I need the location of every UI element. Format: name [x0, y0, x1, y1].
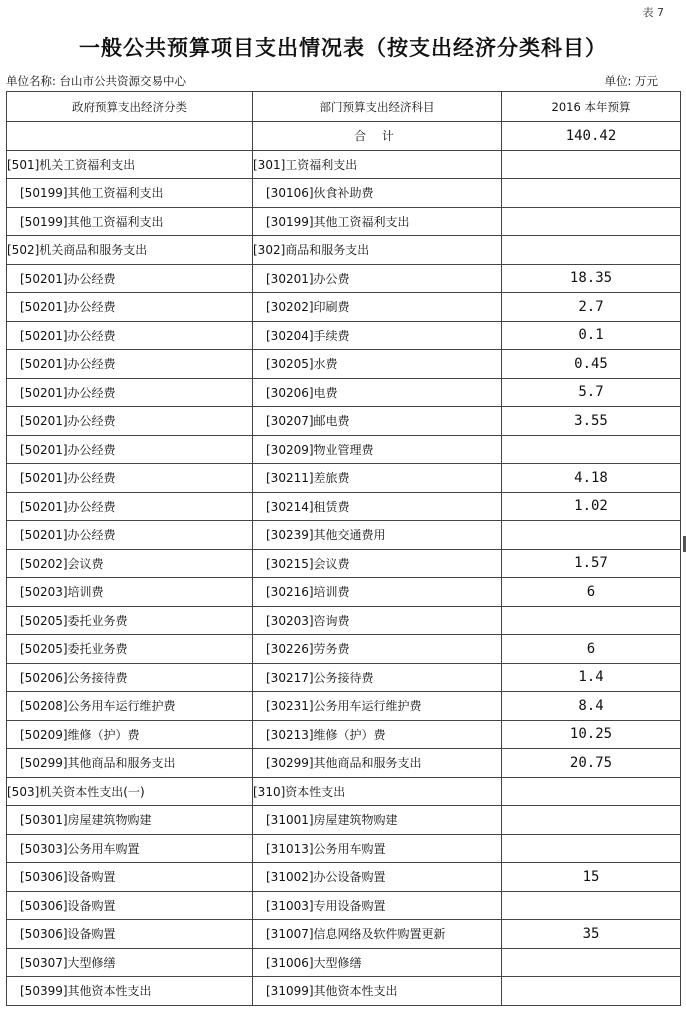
table-row: [7, 891, 681, 920]
dept-category-cell: [31099]其他资本性支出: [253, 977, 502, 1006]
gov-category-cell: [50303]公务用车购置: [7, 834, 253, 863]
budget-value-cell: 4.18: [502, 464, 681, 493]
dept-category-cell: [31006]大型修缮: [253, 948, 502, 977]
budget-value-cell: [502, 977, 681, 1006]
dept-category-cell: [30201]办公费: [253, 264, 502, 293]
dept-category-cell: [30214]租赁费: [253, 492, 502, 521]
table-row: [7, 663, 681, 692]
dept-category-cell: [31001]房屋建筑物购建: [253, 806, 502, 835]
gov-category-cell: [50205]委托业务费: [7, 635, 253, 664]
table-row: [7, 777, 681, 806]
gov-category-cell: [50199]其他工资福利支出: [7, 179, 253, 208]
table-row: [7, 635, 681, 664]
table-row: [7, 464, 681, 493]
dept-category-cell: [30199]其他工资福利支出: [253, 207, 502, 236]
table-row: [7, 435, 681, 464]
dept-category-cell: [30204]手续费: [253, 321, 502, 350]
table-row: [7, 521, 681, 550]
dept-category-cell: [30206]电费: [253, 378, 502, 407]
budget-value-cell: 20.75: [502, 749, 681, 778]
gov-category-cell: [50206]公务接待费: [7, 663, 253, 692]
table-row: [7, 549, 681, 578]
table-row: [7, 606, 681, 635]
table-row: [7, 720, 681, 749]
total-row: [7, 122, 681, 151]
header-budget: 2016 本年预算: [502, 92, 681, 122]
gov-category-cell: [50201]办公经费: [7, 264, 253, 293]
table-row: [7, 179, 681, 208]
budget-value-cell: 6: [502, 578, 681, 607]
gov-category-cell: [50307]大型修缮: [7, 948, 253, 977]
dept-category-cell: [30209]物业管理费: [253, 435, 502, 464]
gov-category-cell: [50199]其他工资福利支出: [7, 207, 253, 236]
unit-name: 单位名称: 台山市公共资源交易中心: [6, 74, 187, 88]
gov-category-cell: [50201]办公经费: [7, 378, 253, 407]
header-row: [7, 92, 681, 122]
dept-category-cell: [30202]印刷费: [253, 293, 502, 322]
gov-category-cell: [50201]办公经费: [7, 521, 253, 550]
table-row: [7, 834, 681, 863]
dept-category-cell: [30211]差旅费: [253, 464, 502, 493]
gov-category-cell: [50208]公务用车运行维护费: [7, 692, 253, 721]
budget-table: [6, 91, 681, 1006]
gov-category-cell: [50301]房屋建筑物购建: [7, 806, 253, 835]
budget-value-cell: [502, 777, 681, 806]
budget-value-cell: 0.1: [502, 321, 681, 350]
budget-value-cell: 18.35: [502, 264, 681, 293]
dept-category-cell: [31013]公务用车购置: [253, 834, 502, 863]
gov-category-cell: [50205]委托业务费: [7, 606, 253, 635]
gov-category-cell: [502]机关商品和服务支出: [7, 236, 253, 265]
dept-category-cell: [30226]劳务费: [253, 635, 502, 664]
budget-value-cell: [502, 606, 681, 635]
dept-category-cell: [30216]培训费: [253, 578, 502, 607]
header-dept-category: 部门预算支出经济科目: [253, 92, 502, 122]
dept-category-cell: [30231]公务用车运行维护费: [253, 692, 502, 721]
currency-unit: 单位: 万元: [604, 74, 658, 88]
header-gov-category: 政府预算支出经济分类: [7, 92, 253, 122]
dept-category-cell: [31003]专用设备购置: [253, 891, 502, 920]
dept-category-cell: [31007]信息网络及软件购置更新: [253, 920, 502, 949]
total-empty-cell: [7, 122, 253, 151]
gov-category-cell: [501]机关工资福利支出: [7, 150, 253, 179]
budget-value-cell: 15: [502, 863, 681, 892]
table-row: [7, 293, 681, 322]
gov-category-cell: [50306]设备购置: [7, 891, 253, 920]
gov-category-cell: [50201]办公经费: [7, 293, 253, 322]
budget-value-cell: [502, 236, 681, 265]
dept-category-cell: [310]资本性支出: [253, 777, 502, 806]
budget-value-cell: 8.4: [502, 692, 681, 721]
table-row: [7, 321, 681, 350]
gov-category-cell: [50201]办公经费: [7, 407, 253, 436]
table-row: [7, 692, 681, 721]
table-row: [7, 378, 681, 407]
budget-value-cell: 10.25: [502, 720, 681, 749]
gov-category-cell: [50209]维修（护）费: [7, 720, 253, 749]
table-row: [7, 236, 681, 265]
table-row: [7, 492, 681, 521]
dept-category-cell: [30299]其他商品和服务支出: [253, 749, 502, 778]
dept-category-cell: [30239]其他交通费用: [253, 521, 502, 550]
budget-value-cell: 6: [502, 635, 681, 664]
gov-category-cell: [50201]办公经费: [7, 464, 253, 493]
gov-category-cell: [503]机关资本性支出(一): [7, 777, 253, 806]
gov-category-cell: [50201]办公经费: [7, 321, 253, 350]
page-title: 一般公共预算项目支出情况表（按支出经济分类科目）: [79, 35, 607, 60]
dept-category-cell: [31002]办公设备购置: [253, 863, 502, 892]
budget-value-cell: [502, 834, 681, 863]
total-label: 合 计: [253, 122, 502, 151]
budget-value-cell: [502, 435, 681, 464]
table-row: [7, 863, 681, 892]
budget-value-cell: 1.4: [502, 663, 681, 692]
budget-value-cell: [502, 521, 681, 550]
gov-category-cell: [50201]办公经费: [7, 492, 253, 521]
budget-value-cell: 3.55: [502, 407, 681, 436]
gov-category-cell: [50299]其他商品和服务支出: [7, 749, 253, 778]
table-number: 表 7: [642, 6, 664, 19]
gov-category-cell: [50203]培训费: [7, 578, 253, 607]
gov-category-cell: [50306]设备购置: [7, 920, 253, 949]
dept-category-cell: [30215]会议费: [253, 549, 502, 578]
dept-category-cell: [30217]公务接待费: [253, 663, 502, 692]
dept-category-cell: [302]商品和服务支出: [253, 236, 502, 265]
table-row: [7, 264, 681, 293]
table-row: [7, 749, 681, 778]
gov-category-cell: [50202]会议费: [7, 549, 253, 578]
total-value: 140.42: [502, 122, 681, 151]
budget-value-cell: [502, 150, 681, 179]
budget-value-cell: [502, 207, 681, 236]
gov-category-cell: [50201]办公经费: [7, 350, 253, 379]
table-row: [7, 948, 681, 977]
table-row: [7, 207, 681, 236]
budget-value-cell: 1.02: [502, 492, 681, 521]
dept-category-cell: [30203]咨询费: [253, 606, 502, 635]
table-row: [7, 806, 681, 835]
dept-category-cell: [301]工资福利支出: [253, 150, 502, 179]
table-row: [7, 977, 681, 1006]
dept-category-cell: [30205]水费: [253, 350, 502, 379]
budget-value-cell: [502, 806, 681, 835]
budget-value-cell: 1.57: [502, 549, 681, 578]
gov-category-cell: [50399]其他资本性支出: [7, 977, 253, 1006]
table-body: [7, 122, 681, 1006]
dept-category-cell: [30207]邮电费: [253, 407, 502, 436]
budget-value-cell: 35: [502, 920, 681, 949]
dept-category-cell: [30213]维修（护）费: [253, 720, 502, 749]
report-meta: [6, 73, 658, 89]
table-row: [7, 350, 681, 379]
dept-category-cell: [30106]伙食补助费: [253, 179, 502, 208]
table-row: [7, 150, 681, 179]
budget-value-cell: [502, 179, 681, 208]
budget-value-cell: [502, 948, 681, 977]
gov-category-cell: [50201]办公经费: [7, 435, 253, 464]
table-row: [7, 578, 681, 607]
gov-category-cell: [50306]设备购置: [7, 863, 253, 892]
budget-value-cell: 5.7: [502, 378, 681, 407]
budget-value-cell: 2.7: [502, 293, 681, 322]
table-row: [7, 920, 681, 949]
budget-value-cell: [502, 891, 681, 920]
budget-value-cell: 0.45: [502, 350, 681, 379]
table-row: [7, 407, 681, 436]
